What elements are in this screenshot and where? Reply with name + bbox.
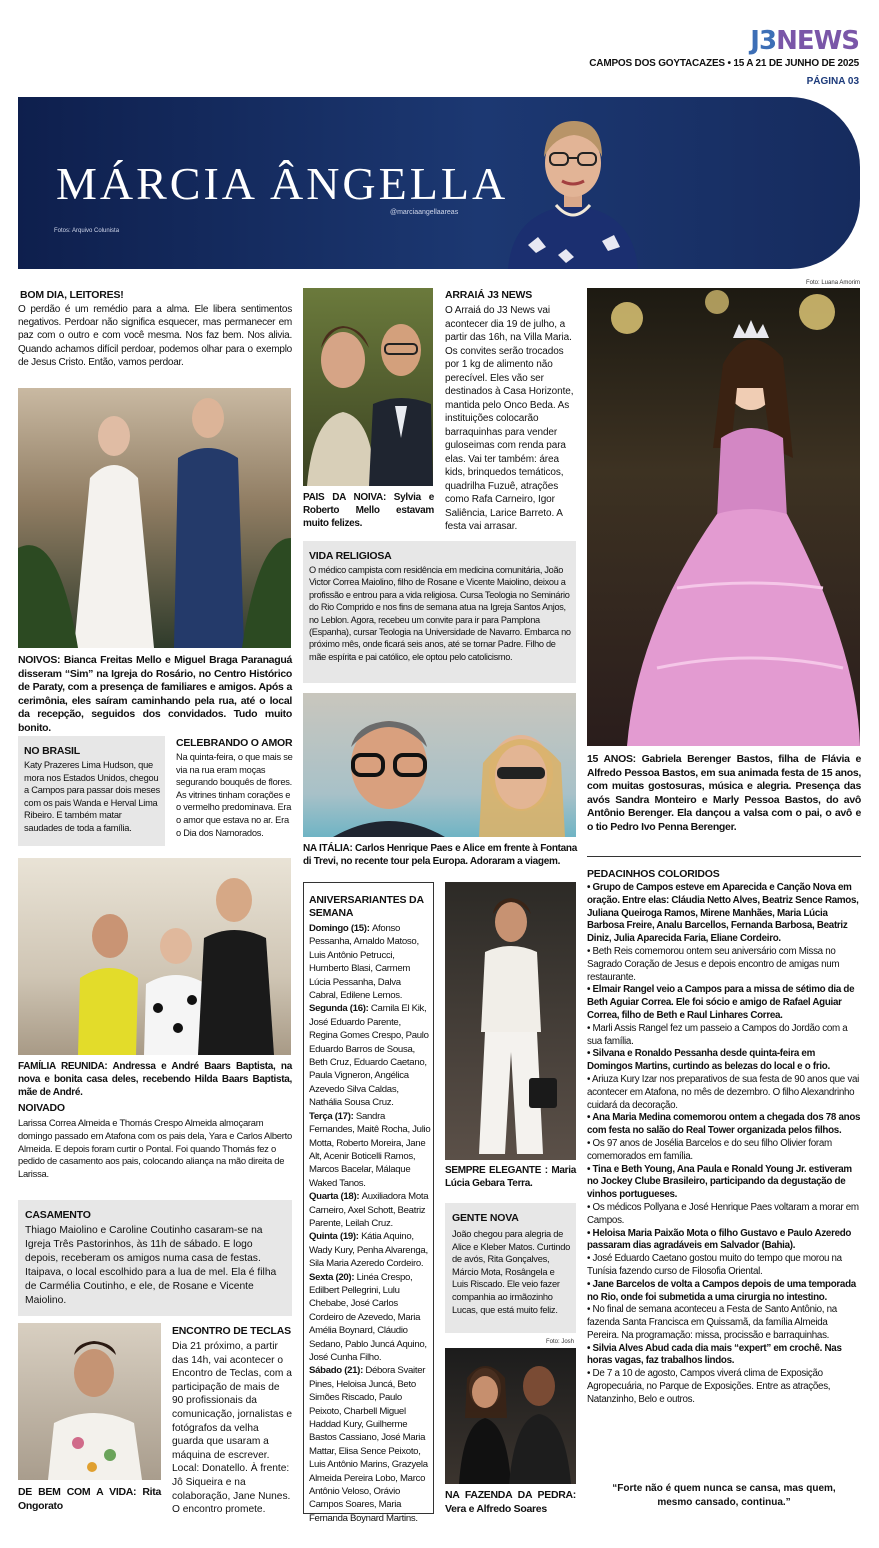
arraia-body: O Arraiá do J3 News vai acontecer dia 19 de julho, a partir das 16h, na Villa Maria. Os convites serão trocados por 1 kg de alimento não perecível. Eles vão ser destinados à Casa Horizonte, mantida pelo Onco Beda. As instituições colocarão barraquinhas para vender guloseimas com renda para elas. Vai ter também: área kids, brinquedos temáticos, quadrilha Fuzuê, atrações como Rafa Carneiro, Igor Saliência, Larice Barreto. A festa vai arrasar. <box>445 305 574 532</box>
birthday-day-label: Segunda (16): <box>309 1003 371 1015</box>
edition-line: CAMPOS DOS GOYTACAZES • 15 A 21 DE JUNHO DE 2025 <box>589 58 859 69</box>
pedacinho-item: • José Eduardo Caetano gostou muito do tempo que morou na Tunísia fazendo curso de Filosofia Oriental. <box>587 1253 842 1277</box>
couple-figure-icon <box>18 388 291 648</box>
birthday-names: Débora Svaiter Pines, Heloisa Juncá, Beto Simões Riscado, Paulo Peixoto, Charbell Miguel Haddad Kury, Guilherme Bastos Cassiano, José Maria Mattar, Elisa Sence Peixoto, Luis Antônio Marins, Grazyela Almeida Pereira Lobo, Marco Antônio Veloso, Orávio Campos Soares, Maria Fernanda Boynard Martins. <box>309 1365 428 1524</box>
caption-pais-noiva: PAIS DA NOIVA: Sylvia e Roberto Mello estavam muito felizes. <box>303 492 434 529</box>
vida-religiosa-title: VIDA RELIGIOSA <box>309 550 392 562</box>
birthday-names: Sandra Fernandes, Maitê Rocha, Julio Motta, Roberto Moreira, Jane Alt, Acenir Boticelli Ramos, Marcos Bacelar, Málaque Waked Tanos. <box>309 1110 431 1189</box>
arraia-title: ARRAIÁ J3 NEWS <box>445 289 533 301</box>
banner-photo-credit: Fotos: Arquivo Colunista <box>54 228 120 234</box>
photo-italia <box>303 693 576 837</box>
pedacinho-item: • No final de semana aconteceu a Festa de Santo Antônio, na fazenda Santa Francisca em Quissamã, da família Almeida Pereira. Na programação: missa, procissão e barraquinhas. <box>587 1304 837 1341</box>
caption-elegante: SEMPRE ELEGANTE : Maria Lúcia Gebara Terra. <box>445 1165 576 1189</box>
birthday-day-label: Quinta (19): <box>309 1231 362 1243</box>
quinze-anos-photo-credit: Foto: Luana Amorim <box>806 280 861 286</box>
greeting-body: O perdão é um remédio para a alma. Ele libera sentimentos negativos. Perdoar não significa esquecer, mas permanecer em paz com o outro e com você mesma. Nos faz bem. Nos alivia. Quando achamos difícil perdoar, podemos olhar para o exemplo de Jesus Cristo. Então, vamos perdoar. <box>18 304 292 368</box>
casamento-title: CASAMENTO <box>25 1209 91 1221</box>
caption-fazenda: NA FAZENDA DA PEDRA: Vera e Alfredo Soares <box>445 1489 576 1515</box>
caption-quinze-anos: 15 ANOS: Gabriela Berenger Bastos, filha de Flávia e Alfredo Pessoa Bastos, em sua animada festa de 15 anos, com muitas gostosuras, música e alegria. Presença das avós Sandra Monteiro e Marly Pessoa Bastos, do avô Antônio Berenger. Ela dançou a valsa com o pai, o avô e o tio Pedro Ivo Penna Berenger. <box>587 753 861 833</box>
column-banner <box>18 97 860 269</box>
gente-nova-title: GENTE NOVA <box>452 1212 519 1224</box>
birthday-day-label: Sexta (20): <box>309 1271 357 1283</box>
birthday-day-entry <box>309 1230 431 1270</box>
birthday-day-label: Quarta (18): <box>309 1191 362 1203</box>
travel-selfie-icon <box>303 693 576 837</box>
birthday-names: Kátia Aquino, Wady Kury, Penha Alvarenga, Sila Maria Azeredo Cordeiro. <box>309 1231 428 1270</box>
vida-religiosa-body: O médico campista com residência em medicina comunitária, João Victor Correa Maiolino, filho de Rosane e Vicente Maiolino, deixou a profissão e entrou para a vida religiosa. Cursa Teologia no Seminário do Rio Comprido e nos fins de semana atua na Igreja Santos Anjos, no Leblon. Agora, recebeu um convite para ir para Pamplona (Espanha), cursar Teologia na Universidade de Navarro. Embarca no próximo mês, onde ficará seis anos, até se tornar Padre. Filho de mãe espírita e pai católico, ele optou pelo catolicismo. <box>309 565 571 662</box>
aniversariantes-title: ANIVERSARIANTES DA SEMANA <box>309 894 424 919</box>
logo-news: NEWS <box>776 26 859 56</box>
photo-rita <box>18 1323 161 1480</box>
closing-quote: “Forte não é quem nunca se cansa, mas quem, mesmo cansado, continua.” <box>612 1483 836 1508</box>
aniversariantes-list <box>309 922 431 1525</box>
family-figures-icon <box>18 858 291 1055</box>
pedacinho-item: • Elmair Rangel veio a Campos para a missa de sétimo dia de Beth Aguiar Correa. Ele foi sócio e amigo de Rafael Aguiar Correa, filho de Beth e Raul Linhares Correa. <box>587 984 855 1021</box>
debutante-gown-icon <box>587 288 860 746</box>
birthday-day-entry <box>309 1271 431 1365</box>
fazenda-photo-credit: Foto: Josh <box>546 1339 575 1345</box>
pedacinho-item: • Marli Assis Rangel fez um passeio a Campos do Jordão com a sua família. <box>587 1022 848 1047</box>
pedacinhos-list <box>587 882 861 1407</box>
encontro-body: Dia 21 próximo, a partir das 14h, vai acontecer o Encontro de Teclas, com a participação de mais de 90 profissionais da comunicação, jornalistas e fotógrafos da velha guarda que usaram a máquina de escrever. Local: Donatello. À frente: Jô Siqueira e na colaboração, Jane Nunes. O encontro promete. <box>172 1341 293 1516</box>
noivado-title: NOIVADO <box>18 1102 65 1114</box>
woman-standing-icon <box>445 882 576 1160</box>
birthday-day-entry <box>309 922 431 1002</box>
j3news-logo <box>750 26 859 56</box>
pedacinho-item: • Silvana e Ronaldo Pessanha desde quinta-feira em Domingos Martins, curtindo as belezas do local e o frio. <box>587 1048 830 1073</box>
no-brasil-body: Katy Prazeres Lima Hudson, que mora nos Estados Unidos, chegou a Campos para passar dois meses com os pais Wanda e Herval Lima Ribeiro. E também matar saudades de toda a família. <box>24 760 160 833</box>
no-brasil-title: NO BRASIL <box>24 745 80 757</box>
pedacinho-item: • Os 97 anos de Josélia Barcelos e do seu filho Olivier foram comemorados em família. <box>587 1137 832 1162</box>
birthday-names: Linéa Crespo, Edilbert Pellegrini, Lulu Chebabe, José Carlos Cordeiro de Azevedo, Maria Amélia Boynard, Cláudio Sedano, Pablo Juncá Aquino, José Cunha Filho. <box>309 1271 427 1363</box>
birthday-day-label: Terça (17): <box>309 1110 356 1122</box>
pedacinho-item: • Beth Reis comemorou ontem seu aniversário com Missa no Sagrado Coração de Jesus e depois encontro de amigas num restaurante. <box>587 945 840 983</box>
caption-bem-com-vida: DE BEM COM A VIDA: Rita Ongorato <box>18 1486 161 1512</box>
photo-pais-noiva <box>303 288 433 486</box>
pedacinho-item: • Ariuza Kury Izar nos preparativos de sua festa de 90 anos que vai acontecer em Atafona, no mês de dezembro. O filho Alexandrinho cuidará da decoração. <box>587 1073 859 1111</box>
pedacinho-item: • Ana Maria Medina comemorou ontem a chegada dos 78 anos com festa no salão do Real Tower organizada pelos filhos. <box>587 1112 861 1137</box>
greeting-title: BOM DIA, LEITORES! <box>20 289 124 301</box>
pedacinho-item: • Grupo de Campos esteve em Aparecida e Canção Nova em oração. Entre elas: Cláudia Netto Alves, Beatriz Sence Ramos, Juliana Queiroga Ramos, Mirene Manhães, Maria Lúcia Barbosa Freire, Analu Barcellos, Fernanda Barbosa, Beatriz Diniz, Julia Aparecida Faria, Eliane Cordeiro. <box>587 882 859 945</box>
gente-nova-body: João chegou para alegria de Alice e Kleber Matos. Curtindo de avós, Rita Gonçalves, Márcio Mota, Rosângela e Luis Riscado. Ele veio fazer companhia ao irmãozinho Lucas, que está muito feliz. <box>452 1229 571 1315</box>
logo-j3: J3 <box>750 26 777 56</box>
birthday-day-entry <box>309 1190 431 1230</box>
pedacinho-item: • Silvia Alves Abud cada dia mais “expert” em crochê. Nas horas vagas, faz trabalhos lindos. <box>587 1342 842 1367</box>
pedacinho-item: • Heloisa Maria Paixão Mota o filho Gustavo e Paulo Azeredo passaram dias agradáveis em Salvador (Bahia). <box>587 1227 852 1252</box>
birthday-day-label: Domingo (15): <box>309 923 372 934</box>
birthday-day-entry <box>309 1110 431 1190</box>
encontro-title: ENCONTRO DE TECLAS <box>172 1325 291 1337</box>
birthday-names: Afonso Pessanha, Arnaldo Matoso, Luis Antônio Petrucci, Humberto Blasi, Carmem Lúcia Pessanha, Dalva Cabral, Edilene Lemos. <box>309 923 419 1002</box>
caption-familia: FAMÍLIA REUNIDA: Andressa e André Baars Baptista, na nova e bonita casa deles, recebendo Hilda Baars Baptista, mãe de André. <box>18 1061 292 1098</box>
photo-noivos <box>18 388 291 648</box>
couple-selfie-icon <box>303 288 433 486</box>
photo-quinze-anos <box>587 288 860 746</box>
birthday-day-label: Sábado (21): <box>309 1365 366 1377</box>
birthday-names: Auxiliadora Mota Carneiro, Axel Schott, Beatriz Parente, Leilah Cruz. <box>309 1191 429 1229</box>
section-divider <box>587 856 861 857</box>
photo-fazenda <box>445 1348 576 1484</box>
birthday-day-entry <box>309 1002 431 1109</box>
pedacinho-item: • Jane Barcelos de volta a Campos depois de uma temporada no Rio, onde foi submetida a uma cirurgia no intestino. <box>587 1278 856 1303</box>
birthday-day-entry <box>309 1364 431 1525</box>
pedacinho-item: • Tina e Beth Young, Ana Paula e Ronald Young Jr. estiveram no Jockey Clube Brasileiro, participando da degustação de vinhos portugueses. <box>587 1163 852 1201</box>
celebrando-title: CELEBRANDO O AMOR <box>176 737 293 749</box>
woman-figure-icon <box>18 1323 161 1480</box>
columnist-handle: @marciaangellaareas <box>390 209 459 216</box>
columnist-portrait <box>498 105 648 269</box>
celebrando-body: Na quinta-feira, o que mais se via na rua eram moças segurando bouquês de flores. As vitrines tinham corações e o vermelho predominava. Era o amor que estava no ar. Era o Dia dos Namorados. <box>176 752 293 838</box>
couple-evening-icon <box>445 1348 576 1484</box>
pedacinho-item: • De 7 a 10 de agosto, Campos viverá clima de Exposição Agropecuária, no Parque de Exposições. Entre as atrações, Natanzinho, Belo e outros. <box>587 1368 831 1405</box>
photo-elegante <box>445 882 576 1160</box>
page-number: PÁGINA 03 <box>806 76 859 87</box>
caption-noivos: NOIVOS: Bianca Freitas Mello e Miguel Braga Paranaguá disseram “Sim” na Igreja do Rosário, no Centro Histórico de Paraty, com a presença de familiares e amigos. Após a cerimônia, eles saíram caminhando pela rua, até o local da recepção, seguidos dos convidados. Tudo muito bonito. <box>18 654 292 734</box>
column-title: MÁRCIA ÂNGELLA <box>56 158 509 209</box>
photo-familia <box>18 858 291 1055</box>
pedacinho-item: • Os médicos Pollyana e José Henrique Paes voltaram a morar em Campos. <box>587 1201 859 1226</box>
birthday-names: Camila El Kik, José Eduardo Parente, Regina Gomes Crespo, Paulo Eduardo Barros de Sousa, Beth Cruz, Eduardo Caetano, Paula Vigneron, Angélica Azevedo Silva Caldas, Nathália Sousa Cruz. <box>309 1003 429 1109</box>
casamento-body: Thiago Maiolino e Caroline Coutinho casaram-se na Igreja Três Pastorinhos, às 11h de sábado. E logo depois, receberam os amigos numa casa de festas. Itaipava, o local escolhido para a lua de mel. Ela é filha de Carmélia Coutinho, e ele, de Rosane e Vicente Maiolino. <box>25 1225 277 1306</box>
caption-italia: NA ITÁLIA: Carlos Henrique Paes e Alice em frente à Fontana di Trevi, no recente tour pela Europa. Adoraram a viagem. <box>303 843 577 867</box>
pedacinhos-title: PEDACINHOS COLORIDOS <box>587 868 720 880</box>
noivado-body: Larissa Correa Almeida e Thomás Crespo Almeida almoçaram domingo passado em Atafona com os pais dela, Yara e Carlos Alberto Almeida. E depois foram curtir o Pontal. Foi quando Thomás fez o pedido de casamento aos pais, colocando aliança na mão direita de Larissa. <box>18 1117 292 1180</box>
